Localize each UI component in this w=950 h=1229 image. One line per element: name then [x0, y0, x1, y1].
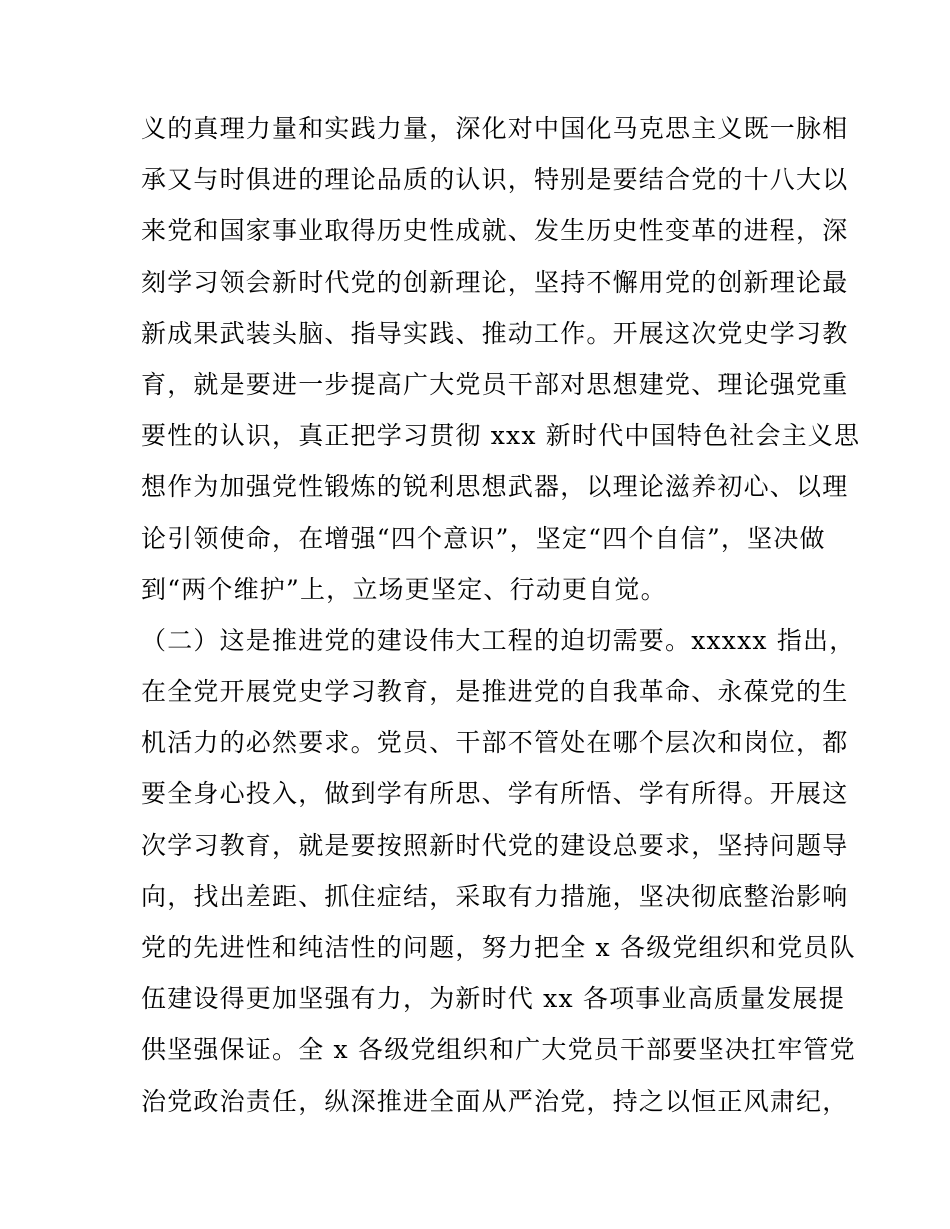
text-line: 伍建设得更加坚强有力，为新时代 xx 各项事业高质量发展提: [141, 984, 845, 1014]
text-line: 想作为加强党性锻炼的锐利思想武器，以理论滋养初心、以理: [141, 472, 849, 502]
text-line: 承又与时俱进的理论品质的认识，特别是要结合党的十八大以: [141, 165, 849, 195]
text-line: 要性的认识，真正把学习贯彻 xxx 新时代中国特色社会主义思: [141, 421, 861, 451]
text-line: 机活力的必然要求。党员、干部不管处在哪个层次和岗位，都: [141, 728, 849, 758]
text-line: 刻学习领会新时代党的创新理论，坚持不懈用党的创新理论最: [141, 267, 849, 297]
text-line: 次学习教育，就是要按照新时代党的建设总要求，坚持问题导: [141, 830, 849, 860]
text-line: 治党政治责任，纵深推进全面从严治党，持之以恒正风肃纪，: [141, 1086, 849, 1116]
text-line: 育，就是要进一步提高广大党员干部对思想建党、理论强党重: [141, 369, 849, 399]
text-line: 义的真理力量和实践力量，深化对中国化马克思主义既一脉相: [141, 114, 849, 143]
text-line: 来党和国家事业取得历史性成就、发生历史性变革的进程，深: [141, 216, 849, 246]
text-line: 党的先进性和纯洁性的问题，努力把全 x 各级党组织和党员队: [141, 933, 856, 962]
body-text: [141, 103, 861, 1127]
text-line: 要全身心投入，做到学有所思、学有所悟、学有所得。开展这: [141, 779, 849, 809]
text-line: 论引领使命，在增强“四个意识”，坚定“四个自信”，坚决做: [141, 523, 826, 553]
text-line: 向，找出差距、抓住症结，采取有力措施，坚决彻底整治影响: [141, 881, 849, 911]
text-line: 到“两个维护”上，立场更坚定、行动更自觉。: [141, 574, 667, 604]
text-line: 供坚强保证。全 x 各级党组织和广大党员干部要坚决扛牢管党: [141, 1035, 856, 1065]
text-line: 在全党开展党史学习教育，是推进党的自我革命、永葆党的生: [141, 677, 849, 707]
text-line: 新成果武装头脑、指导实践、推动工作。开展这次党史学习教: [141, 318, 849, 348]
text-line: （二）这是推进党的建设伟大工程的迫切需要。xxxxx 指出，: [141, 625, 856, 655]
